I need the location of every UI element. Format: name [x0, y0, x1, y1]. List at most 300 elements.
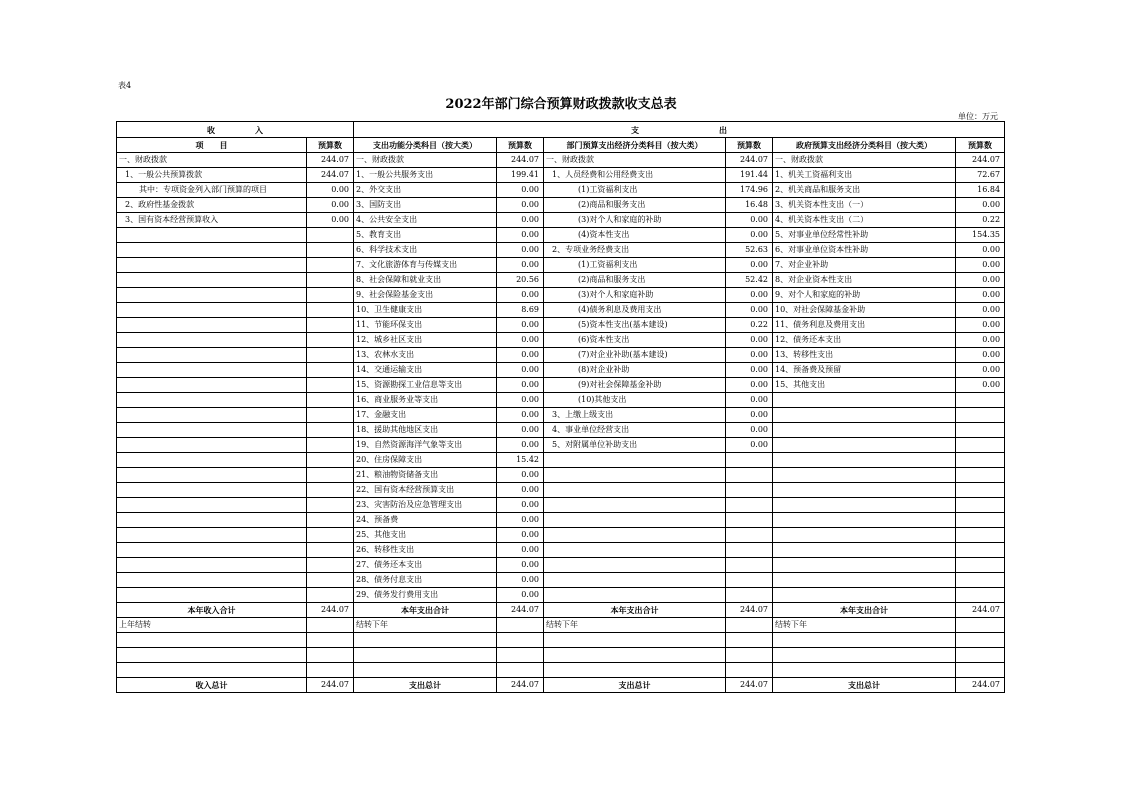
- func-item-cell: 5、教育支出: [354, 228, 497, 243]
- income-item-cell: [117, 258, 307, 273]
- func-item-cell: 11、节能环保支出: [354, 318, 497, 333]
- budget-header: 预算数: [307, 138, 354, 153]
- gov-econ-item-cell: [773, 528, 956, 543]
- dept-econ-budget-cell: 191.44: [726, 168, 773, 183]
- gov-econ-budget-cell: [956, 453, 1005, 468]
- dept-econ-budget-cell: [726, 528, 773, 543]
- gov-econ-item-cell: [773, 558, 956, 573]
- income-item-cell: 2、政府性基金拨款: [117, 198, 307, 213]
- func-budget-cell: 0.00: [497, 393, 544, 408]
- dept-econ-budget-cell: 52.63: [726, 243, 773, 258]
- gov-econ-item-cell: 2、机关商品和服务支出: [773, 183, 956, 198]
- total-row: [117, 678, 1005, 693]
- gov-econ-budget-cell: [956, 573, 1005, 588]
- carry-exp-label: 结转下年: [773, 618, 956, 633]
- income-item-cell: 3、国有资本经营预算收入: [117, 213, 307, 228]
- empty-cell: [773, 663, 956, 678]
- empty-cell: [117, 663, 307, 678]
- func-item-cell: 12、城乡社区支出: [354, 333, 497, 348]
- gov-econ-budget-cell: [956, 498, 1005, 513]
- gov-econ-budget-cell: 244.07: [956, 153, 1005, 168]
- gov-econ-budget-cell: [956, 393, 1005, 408]
- income-budget-cell: [307, 543, 354, 558]
- gov-econ-item-cell: 8、对企业资本性支出: [773, 273, 956, 288]
- empty-cell: [544, 648, 726, 663]
- blank-row: [117, 663, 1005, 678]
- dept-econ-budget-cell: [726, 468, 773, 483]
- gov-econ-item-cell: [773, 408, 956, 423]
- func-item-cell: 9、社会保险基金支出: [354, 288, 497, 303]
- table-row: [117, 198, 1005, 213]
- func-budget-cell: 0.00: [497, 573, 544, 588]
- gov-econ-budget-cell: 0.00: [956, 288, 1005, 303]
- dept-econ-item-cell: (3)对个人和家庭补助: [544, 288, 726, 303]
- gov-econ-budget-cell: [956, 588, 1005, 603]
- gov-econ-budget-cell: 0.00: [956, 333, 1005, 348]
- empty-cell: [307, 618, 354, 633]
- dept-econ-item-cell: 3、上缴上级支出: [544, 408, 726, 423]
- gov-econ-item-cell: 4、机关资本性支出（二）: [773, 213, 956, 228]
- dept-econ-budget-cell: [726, 573, 773, 588]
- gov-econ-budget-cell: [956, 483, 1005, 498]
- func-item-cell: 4、公共安全支出: [354, 213, 497, 228]
- empty-cell: [354, 663, 497, 678]
- dept-econ-item-cell: [544, 483, 726, 498]
- form-number: 表4: [118, 81, 132, 90]
- gov-econ-item-cell: [773, 483, 956, 498]
- gov-econ-item-cell: 9、对个人和家庭的补助: [773, 288, 956, 303]
- func-item-cell: 26、转移性支出: [354, 543, 497, 558]
- income-item-cell: [117, 393, 307, 408]
- dept-econ-item-cell: [544, 528, 726, 543]
- empty-cell: [544, 633, 726, 648]
- total-exp-value-2: 244.07: [726, 678, 773, 693]
- income-budget-cell: [307, 423, 354, 438]
- dept-econ-budget-cell: 16.48: [726, 198, 773, 213]
- table-row: [117, 243, 1005, 258]
- gov-econ-budget-cell: 0.00: [956, 318, 1005, 333]
- gov-econ-item-cell: [773, 453, 956, 468]
- dept-econ-item-cell: 一、财政拨款: [544, 153, 726, 168]
- dept-econ-item-cell: (4)资本性支出: [544, 228, 726, 243]
- dept-econ-budget-cell: 52.42: [726, 273, 773, 288]
- func-budget-cell: 0.00: [497, 318, 544, 333]
- dept-econ-header: 部门预算支出经济分类科目（按大类）: [544, 138, 726, 153]
- empty-cell: [544, 663, 726, 678]
- income-budget-cell: [307, 288, 354, 303]
- total-exp-value-1: 244.07: [497, 678, 544, 693]
- income-budget-cell: 0.00: [307, 213, 354, 228]
- dept-econ-item-cell: (10)其他支出: [544, 393, 726, 408]
- dept-econ-budget-cell: 0.00: [726, 393, 773, 408]
- unit-label: 单位：万元: [958, 112, 998, 121]
- income-budget-cell: [307, 468, 354, 483]
- total-income-value: 244.07: [307, 678, 354, 693]
- dept-econ-budget-cell: [726, 543, 773, 558]
- dept-econ-item-cell: (1)工资福利支出: [544, 258, 726, 273]
- blank-row: [117, 648, 1005, 663]
- budget-summary-table: [116, 121, 1005, 693]
- income-budget-cell: [307, 513, 354, 528]
- income-budget-cell: [307, 453, 354, 468]
- gov-econ-budget-cell: 0.00: [956, 243, 1005, 258]
- dept-econ-budget-cell: 0.00: [726, 303, 773, 318]
- dept-econ-budget-cell: [726, 483, 773, 498]
- income-item-cell: [117, 453, 307, 468]
- func-budget-cell: 0.00: [497, 198, 544, 213]
- table-row: [117, 423, 1005, 438]
- subtotal-exp-value-1: 244.07: [497, 603, 544, 618]
- dept-econ-item-cell: [544, 513, 726, 528]
- item-header: 项 目: [117, 138, 307, 153]
- empty-cell: [726, 648, 773, 663]
- dept-econ-budget-cell: 0.00: [726, 258, 773, 273]
- gov-econ-item-cell: 15、其他支出: [773, 378, 956, 393]
- income-item-cell: [117, 438, 307, 453]
- gov-econ-budget-cell: 0.00: [956, 378, 1005, 393]
- gov-econ-item-cell: [773, 543, 956, 558]
- func-item-cell: 2、外交支出: [354, 183, 497, 198]
- empty-cell: [726, 633, 773, 648]
- total-exp-value-3: 244.07: [956, 678, 1005, 693]
- subtotal-exp-label: 本年支出合计: [773, 603, 956, 618]
- func-budget-cell: 244.07: [497, 153, 544, 168]
- income-item-cell: [117, 468, 307, 483]
- func-class-header: 支出功能分类科目（按大类）: [354, 138, 497, 153]
- income-budget-cell: 244.07: [307, 153, 354, 168]
- func-budget-cell: 0.00: [497, 333, 544, 348]
- income-item-cell: [117, 243, 307, 258]
- func-budget-cell: 0.00: [497, 183, 544, 198]
- func-item-cell: 一、财政拨款: [354, 153, 497, 168]
- gov-econ-item-cell: 1、机关工资福利支出: [773, 168, 956, 183]
- budget-header: 预算数: [956, 138, 1005, 153]
- dept-econ-item-cell: [544, 573, 726, 588]
- dept-econ-item-cell: 4、事业单位经营支出: [544, 423, 726, 438]
- subtotal-income-value: 244.07: [307, 603, 354, 618]
- table-row: [117, 183, 1005, 198]
- func-budget-cell: 0.00: [497, 543, 544, 558]
- table-row: [117, 228, 1005, 243]
- func-item-cell: 10、卫生健康支出: [354, 303, 497, 318]
- dept-econ-budget-cell: 0.00: [726, 378, 773, 393]
- income-item-cell: [117, 513, 307, 528]
- gov-econ-item-cell: 13、转移性支出: [773, 348, 956, 363]
- income-budget-cell: [307, 483, 354, 498]
- income-item-cell: [117, 528, 307, 543]
- income-budget-cell: [307, 378, 354, 393]
- empty-cell: [307, 633, 354, 648]
- func-item-cell: 8、社会保障和就业支出: [354, 273, 497, 288]
- func-item-cell: 22、国有资本经营预算支出: [354, 483, 497, 498]
- dept-econ-budget-cell: [726, 558, 773, 573]
- income-item-cell: [117, 303, 307, 318]
- gov-econ-budget-cell: [956, 468, 1005, 483]
- subtotal-exp-label: 本年支出合计: [544, 603, 726, 618]
- gov-econ-budget-cell: 72.67: [956, 168, 1005, 183]
- income-item-cell: 其中：专项资金列入部门预算的项目: [117, 183, 307, 198]
- income-budget-cell: [307, 333, 354, 348]
- gov-econ-item-cell: 一、财政拨款: [773, 153, 956, 168]
- gov-econ-item-cell: [773, 513, 956, 528]
- dept-econ-item-cell: [544, 498, 726, 513]
- income-item-cell: [117, 408, 307, 423]
- income-budget-cell: [307, 558, 354, 573]
- gov-econ-budget-cell: 0.00: [956, 348, 1005, 363]
- empty-cell: [956, 663, 1005, 678]
- gov-econ-budget-cell: [956, 543, 1005, 558]
- gov-econ-budget-cell: 0.00: [956, 303, 1005, 318]
- income-item-cell: [117, 363, 307, 378]
- income-budget-cell: [307, 273, 354, 288]
- func-budget-cell: 0.00: [497, 408, 544, 423]
- func-budget-cell: 0.00: [497, 213, 544, 228]
- dept-econ-budget-cell: [726, 588, 773, 603]
- dept-econ-item-cell: [544, 558, 726, 573]
- table-row: [117, 213, 1005, 228]
- empty-cell: [117, 648, 307, 663]
- gov-econ-item-cell: 3、机关资本性支出（一）: [773, 198, 956, 213]
- income-budget-cell: [307, 363, 354, 378]
- income-budget-cell: [307, 228, 354, 243]
- dept-econ-item-cell: (4)债务利息及费用支出: [544, 303, 726, 318]
- subtotal-exp-value-2: 244.07: [726, 603, 773, 618]
- gov-econ-budget-cell: [956, 408, 1005, 423]
- func-item-cell: 28、债务付息支出: [354, 573, 497, 588]
- dept-econ-budget-cell: [726, 453, 773, 468]
- gov-econ-item-cell: [773, 468, 956, 483]
- func-item-cell: 15、资源勘探工业信息等支出: [354, 378, 497, 393]
- func-budget-cell: 0.00: [497, 423, 544, 438]
- gov-econ-budget-cell: 0.00: [956, 273, 1005, 288]
- dept-econ-item-cell: (5)资本性支出(基本建设): [544, 318, 726, 333]
- income-item-cell: [117, 588, 307, 603]
- empty-cell: [117, 633, 307, 648]
- table-row: [117, 258, 1005, 273]
- empty-cell: [307, 663, 354, 678]
- gov-econ-header: 政府预算支出经济分类科目（按大类）: [773, 138, 956, 153]
- dept-econ-budget-cell: 0.00: [726, 423, 773, 438]
- dept-econ-item-cell: (8)对企业补助: [544, 363, 726, 378]
- func-item-cell: 20、住房保障支出: [354, 453, 497, 468]
- budget-header: 预算数: [726, 138, 773, 153]
- empty-cell: [497, 618, 544, 633]
- dept-econ-budget-cell: 0.00: [726, 333, 773, 348]
- dept-econ-item-cell: (6)资本性支出: [544, 333, 726, 348]
- income-budget-cell: [307, 573, 354, 588]
- table-row: [117, 303, 1005, 318]
- gov-econ-item-cell: 12、债务还本支出: [773, 333, 956, 348]
- carry-row: [117, 618, 1005, 633]
- dept-econ-item-cell: (1)工资福利支出: [544, 183, 726, 198]
- empty-cell: [773, 633, 956, 648]
- blank-row: [117, 633, 1005, 648]
- func-item-cell: 17、金融支出: [354, 408, 497, 423]
- table-row: [117, 333, 1005, 348]
- income-budget-cell: [307, 303, 354, 318]
- table-row: [117, 408, 1005, 423]
- gov-econ-item-cell: [773, 393, 956, 408]
- dept-econ-item-cell: 5、对附属单位补助支出: [544, 438, 726, 453]
- func-budget-cell: 0.00: [497, 378, 544, 393]
- table-row: [117, 168, 1005, 183]
- header-row-1: [117, 122, 1005, 138]
- carry-exp-label: 结转下年: [354, 618, 497, 633]
- func-item-cell: 23、灾害防治及应急管理支出: [354, 498, 497, 513]
- gov-econ-budget-cell: [956, 558, 1005, 573]
- func-budget-cell: 0.00: [497, 483, 544, 498]
- dept-econ-item-cell: 2、专项业务经费支出: [544, 243, 726, 258]
- dept-econ-budget-cell: [726, 513, 773, 528]
- gov-econ-budget-cell: [956, 423, 1005, 438]
- dept-econ-budget-cell: 0.22: [726, 318, 773, 333]
- income-budget-cell: 244.07: [307, 168, 354, 183]
- gov-econ-item-cell: [773, 438, 956, 453]
- func-budget-cell: 0.00: [497, 438, 544, 453]
- table-row: [117, 153, 1005, 168]
- func-budget-cell: 0.00: [497, 498, 544, 513]
- gov-econ-budget-cell: 0.22: [956, 213, 1005, 228]
- table-row: [117, 288, 1005, 303]
- gov-econ-budget-cell: [956, 438, 1005, 453]
- func-item-cell: 25、其他支出: [354, 528, 497, 543]
- page-title: 2022年部门综合预算财政拨款收支总表: [445, 97, 677, 112]
- income-item-cell: [117, 378, 307, 393]
- table-row: [117, 513, 1005, 528]
- dept-econ-budget-cell: 0.00: [726, 408, 773, 423]
- carry-income-label: 上年结转: [117, 618, 307, 633]
- gov-econ-item-cell: 14、预备费及预留: [773, 363, 956, 378]
- dept-econ-item-cell: (2)商品和服务支出: [544, 273, 726, 288]
- dept-econ-item-cell: (7)对企业补助(基本建设): [544, 348, 726, 363]
- table-row: [117, 318, 1005, 333]
- gov-econ-item-cell: [773, 588, 956, 603]
- func-item-cell: 14、交通运输支出: [354, 363, 497, 378]
- income-budget-cell: 0.00: [307, 198, 354, 213]
- subtotal-exp-value-3: 244.07: [956, 603, 1005, 618]
- empty-cell: [956, 633, 1005, 648]
- table-row: [117, 543, 1005, 558]
- empty-cell: [354, 648, 497, 663]
- table-row: [117, 453, 1005, 468]
- gov-econ-item-cell: 5、对事业单位经常性补助: [773, 228, 956, 243]
- dept-econ-budget-cell: 0.00: [726, 348, 773, 363]
- func-budget-cell: 20.56: [497, 273, 544, 288]
- gov-econ-budget-cell: [956, 513, 1005, 528]
- total-income-label: 收入总计: [117, 678, 307, 693]
- subtotal-row: [117, 603, 1005, 618]
- func-budget-cell: 0.00: [497, 558, 544, 573]
- table-row: [117, 393, 1005, 408]
- income-budget-cell: [307, 498, 354, 513]
- carry-exp-label: 结转下年: [544, 618, 726, 633]
- dept-econ-item-cell: (3)对个人和家庭的补助: [544, 213, 726, 228]
- income-budget-cell: [307, 348, 354, 363]
- func-item-cell: 16、商业服务业等支出: [354, 393, 497, 408]
- func-budget-cell: 0.00: [497, 468, 544, 483]
- gov-econ-item-cell: [773, 573, 956, 588]
- gov-econ-budget-cell: [956, 528, 1005, 543]
- dept-econ-item-cell: [544, 588, 726, 603]
- income-item-cell: 一、财政拨款: [117, 153, 307, 168]
- income-budget-cell: 0.00: [307, 183, 354, 198]
- income-item-cell: 1、一般公共预算拨款: [117, 168, 307, 183]
- income-header: 收 入: [117, 122, 354, 138]
- table-row: [117, 273, 1005, 288]
- income-item-cell: [117, 228, 307, 243]
- income-item-cell: [117, 273, 307, 288]
- dept-econ-item-cell: [544, 453, 726, 468]
- income-item-cell: [117, 333, 307, 348]
- expense-header: 支 出: [354, 122, 1005, 138]
- gov-econ-item-cell: 11、债务利息及费用支出: [773, 318, 956, 333]
- income-budget-cell: [307, 318, 354, 333]
- dept-econ-budget-cell: 0.00: [726, 438, 773, 453]
- dept-econ-budget-cell: 0.00: [726, 288, 773, 303]
- gov-econ-item-cell: 7、对企业补助: [773, 258, 956, 273]
- func-budget-cell: 0.00: [497, 588, 544, 603]
- gov-econ-item-cell: [773, 498, 956, 513]
- empty-cell: [307, 648, 354, 663]
- dept-econ-budget-cell: 0.00: [726, 363, 773, 378]
- dept-econ-budget-cell: 244.07: [726, 153, 773, 168]
- empty-cell: [497, 648, 544, 663]
- dept-econ-item-cell: [544, 468, 726, 483]
- func-item-cell: 7、文化旅游体育与传媒支出: [354, 258, 497, 273]
- total-exp-label: 支出总计: [544, 678, 726, 693]
- table-row: [117, 498, 1005, 513]
- table-row: [117, 528, 1005, 543]
- func-budget-cell: 8.69: [497, 303, 544, 318]
- subtotal-income-label: 本年收入合计: [117, 603, 307, 618]
- subtotal-exp-label: 本年支出合计: [354, 603, 497, 618]
- income-item-cell: [117, 483, 307, 498]
- income-budget-cell: [307, 438, 354, 453]
- empty-cell: [497, 663, 544, 678]
- income-item-cell: [117, 573, 307, 588]
- func-budget-cell: 0.00: [497, 528, 544, 543]
- table-row: [117, 363, 1005, 378]
- dept-econ-item-cell: (9)对社会保障基金补助: [544, 378, 726, 393]
- dept-econ-item-cell: 1、人员经费和公用经费支出: [544, 168, 726, 183]
- func-item-cell: 6、科学技术支出: [354, 243, 497, 258]
- dept-econ-item-cell: [544, 543, 726, 558]
- gov-econ-item-cell: 10、对社会保障基金补助: [773, 303, 956, 318]
- table-row: [117, 468, 1005, 483]
- income-item-cell: [117, 543, 307, 558]
- func-item-cell: 3、国防支出: [354, 198, 497, 213]
- empty-cell: [773, 648, 956, 663]
- table-row: [117, 348, 1005, 363]
- func-item-cell: 21、粮油物资储备支出: [354, 468, 497, 483]
- dept-econ-budget-cell: 0.00: [726, 228, 773, 243]
- func-item-cell: 18、援助其他地区支出: [354, 423, 497, 438]
- income-item-cell: [117, 288, 307, 303]
- empty-cell: [726, 663, 773, 678]
- total-exp-label: 支出总计: [354, 678, 497, 693]
- table-row: [117, 438, 1005, 453]
- func-budget-cell: 0.00: [497, 243, 544, 258]
- table-row: [117, 558, 1005, 573]
- func-budget-cell: 199.41: [497, 168, 544, 183]
- func-item-cell: 13、农林水支出: [354, 348, 497, 363]
- dept-econ-budget-cell: 0.00: [726, 213, 773, 228]
- empty-cell: [956, 648, 1005, 663]
- func-budget-cell: 0.00: [497, 228, 544, 243]
- dept-econ-budget-cell: 174.96: [726, 183, 773, 198]
- func-budget-cell: 0.00: [497, 348, 544, 363]
- income-item-cell: [117, 498, 307, 513]
